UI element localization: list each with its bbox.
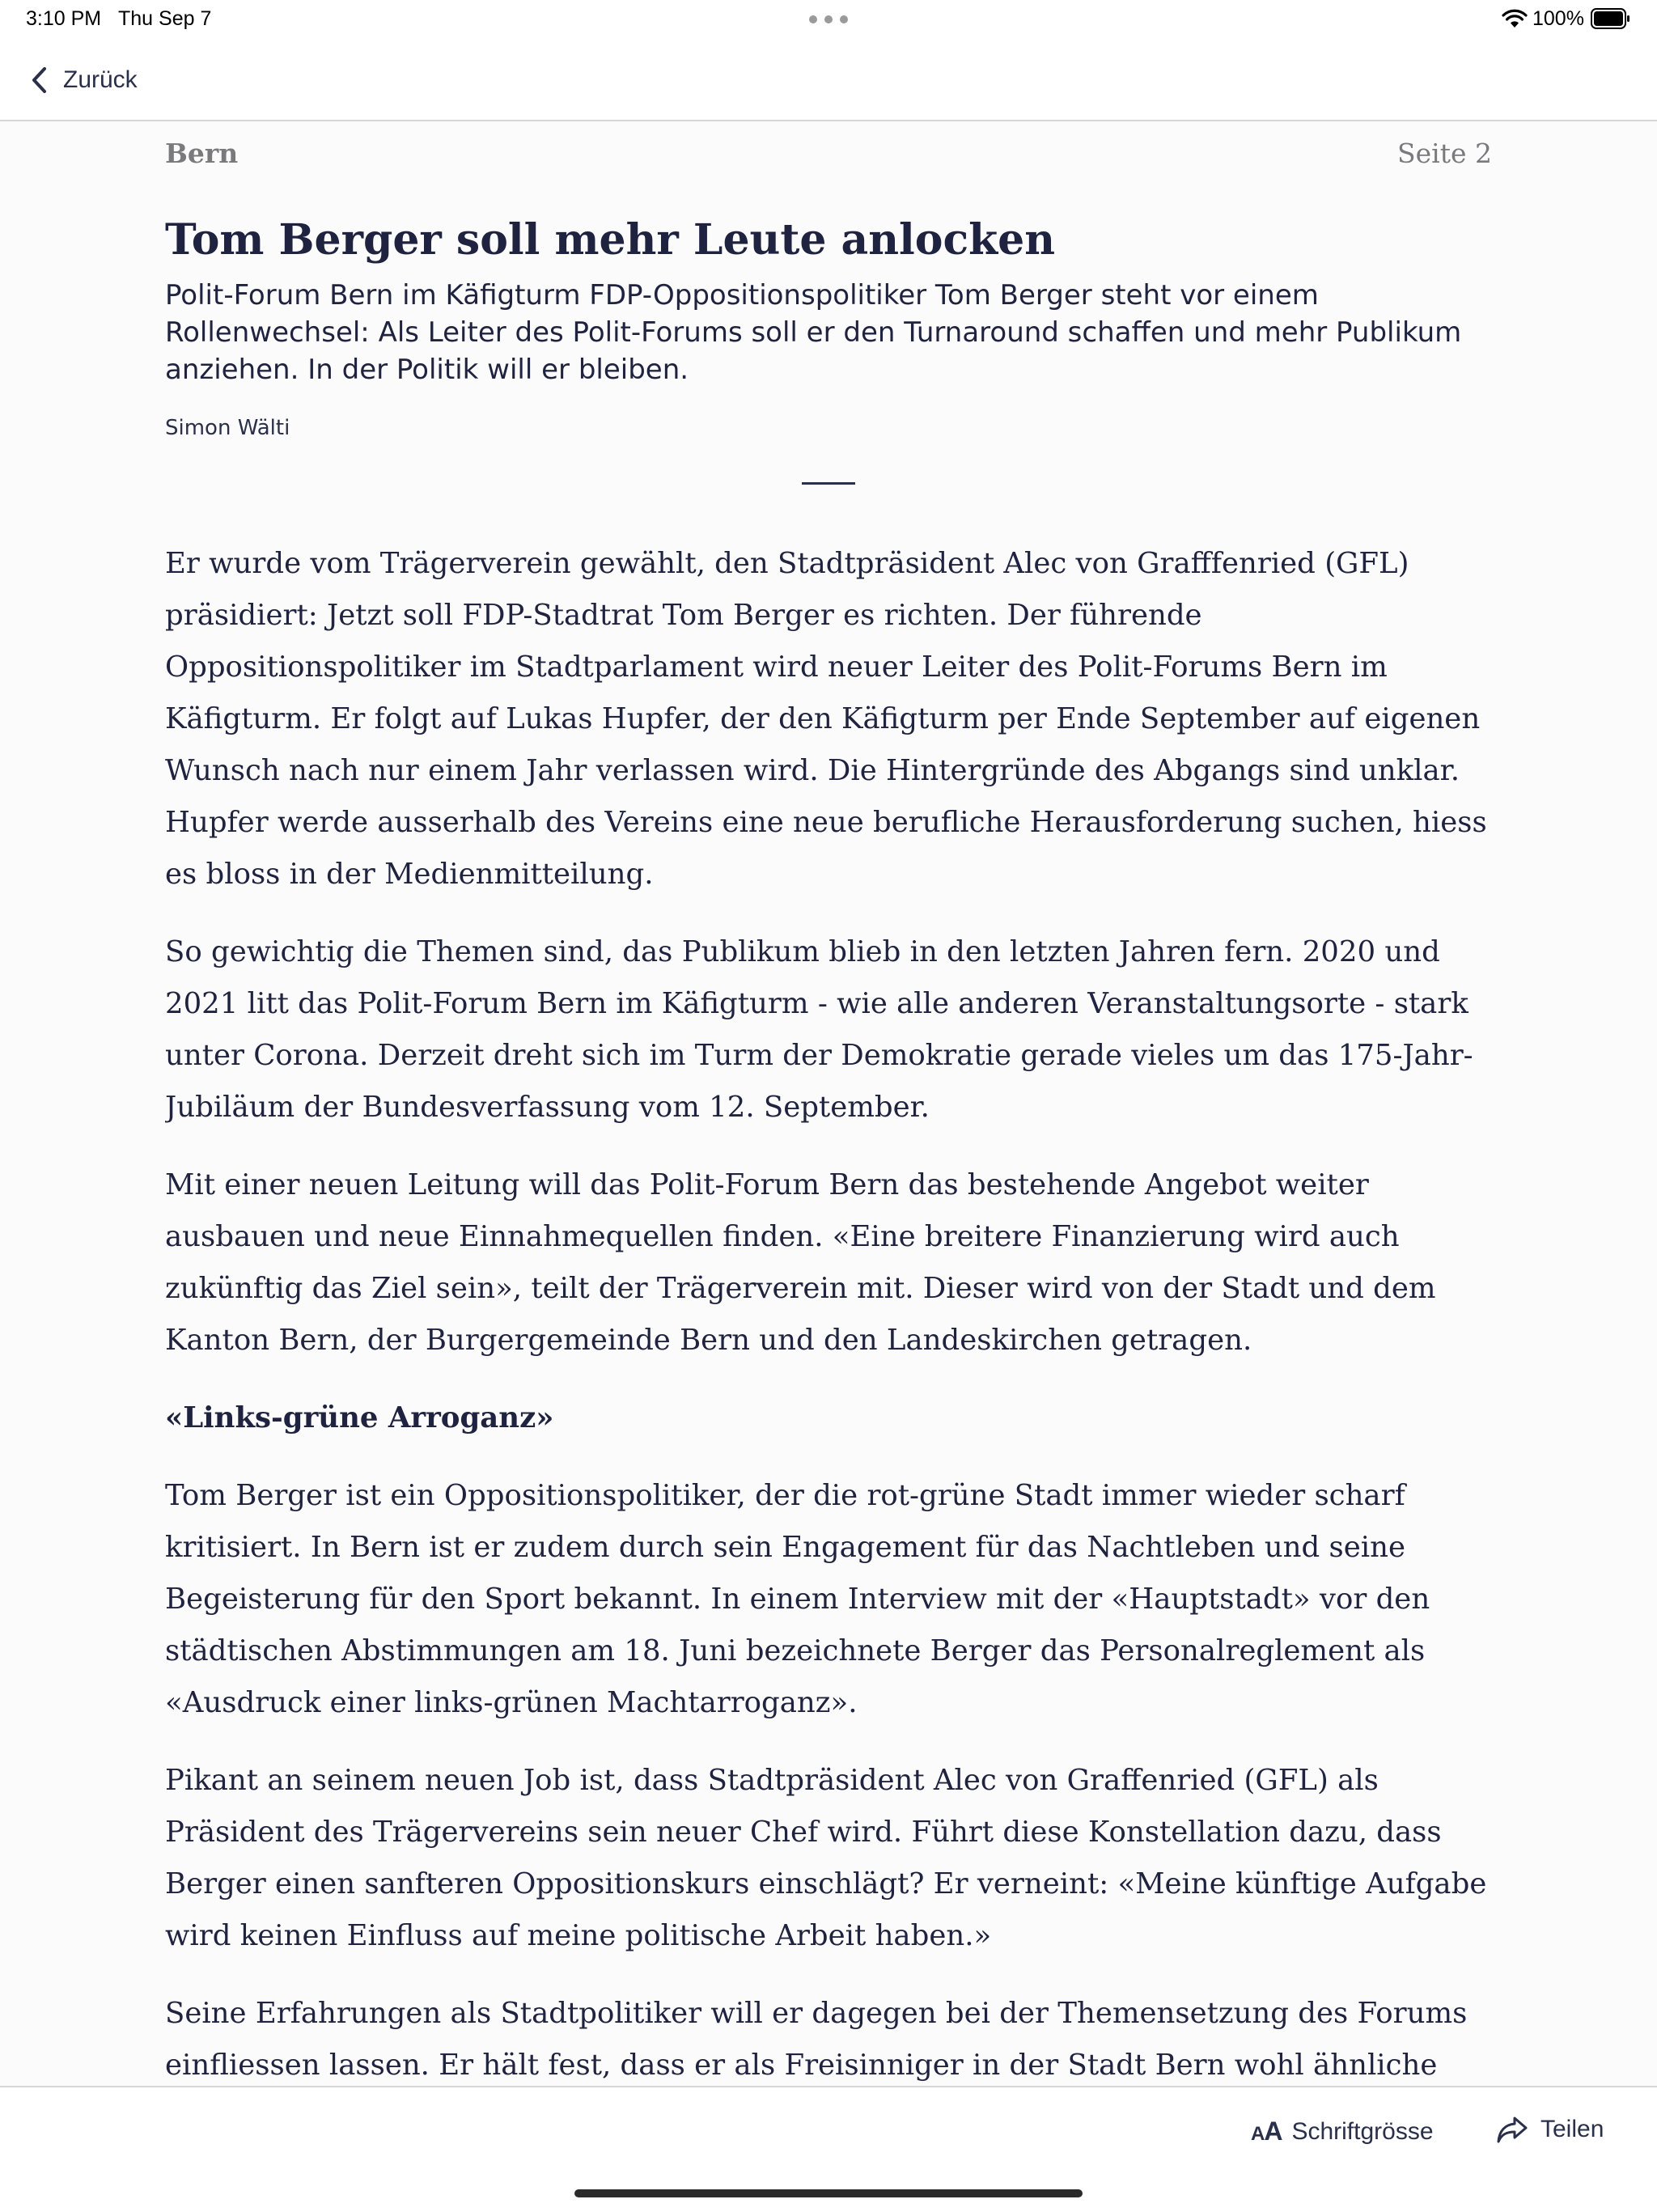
article-title: Tom Berger soll mehr Leute anlocken [165,215,1056,265]
font-size-icon-small: A [1251,2123,1265,2145]
share-icon [1495,2113,1529,2146]
article-subheading: «Links-grüne Arroganz» [165,1401,554,1434]
battery-percent: 100% [1532,7,1584,30]
article-paragraph: Er wurde vom Trägerverein gewählt, den Stadtpräsident Alec von Grafffenried (GFL) präsidiert: Jetzt soll FDP-Stadtrat Tom Berger es richten. Der führende Oppositionspolitiker im Stadtparlament wird neuer Leiter des Polit-Forums Bern im Käfigturm. Er folgt auf Lukas Hupfer, der den Käfigturm per Ende September auf eigenen Wunsch nach nur einem Jahr verlassen wird. Die Hintergründe des Abgangs sind unklar. Hupfer werde ausserhalb des Vereins eine neue berufliche Herausforderung suchen, hiess es bloss in der Medienmitteilung. [165,547,1487,891]
article-paragraph: Seine Erfahrungen als Stadtpolitiker will er dagegen bei der Themensetzung des Forums einfliessen lassen. Er hält fest, dass er als Freisinniger in der Stadt Bern wohl ähnliche [165,1997,1468,2082]
page-label: Seite 2 [1397,138,1492,169]
article-paragraph: So gewichtig die Themen sind, das Publikum blieb in den letzten Jahren fern. 2020 und 2021 litt das Polit-Forum Bern im Käfigturm - wie alle anderen Veranstaltungsorte - stark unter Corona. Derzeit dreht sich im Turm der Demokratie gerade vieles um das 175-Jahr-Jubiläum der Bundesverfassung vom 12. September. [165,935,1473,1124]
wifi-icon [1502,8,1528,29]
share-label: Teilen [1540,2116,1604,2142]
article-meta [165,121,1492,184]
article-paragraph: Mit einer neuen Leitung will das Polit-Forum Bern das bestehende Angebot weiter ausbauen und neue Einnahmequellen finden. «Eine breitere Finanzierung wird auch zukünftig das Ziel sein», teilt der Trägerverein mit. Dieser wird von der Stadt und dem Kanton Bern, der Burgergemeinde Bern und den Landeskirchen getragen. [165,1168,1436,1357]
status-time: 3:10 PM [26,7,102,30]
article-author: Simon Wälti [165,416,290,440]
home-indicator[interactable] [574,2189,1083,2197]
article[interactable] [165,121,1492,2086]
article-paragraph: Pikant an seinem neuen Job ist, dass Stadtpräsident Alec von Graffenried (GFL) als Präsident des Trägervereins sein neuer Chef wird. Führt diese Konstellation dazu, dass Berger einen sanfteren Oppositionskurs einschlägt? Er verneint: «Meine künftige Aufgabe wird keinen Einfluss auf meine politische Arbeit haben.» [165,1764,1487,1952]
font-size-icon-big: A [1264,2117,1282,2146]
chevron-left-icon [29,66,50,94]
font-size-icon [1251,2117,1282,2146]
status-date: Thu Sep 7 [118,7,212,30]
navigation-bar [0,40,1657,121]
section-label: Bern [165,138,239,169]
article-paragraph: Tom Berger ist ein Oppositionspolitiker, der die rot-grüne Stadt immer wieder scharf kritisiert. In Bern ist er zudem durch sein Engagement für das Nachtleben und seine Begeisterung für den Sport bekannt. In einem Interview mit der «Hauptstadt» vor den städtischen Abstimmungen am 18. Juni bezeichnete Berger das Personalreglement als «Ausdruck einer links-grünen Machtarroganz». [165,1479,1430,1719]
font-size-button[interactable] [1251,2117,1434,2146]
battery-icon [1591,7,1631,30]
back-button-label: Zurück [63,66,138,93]
share-button[interactable] [1495,2113,1604,2146]
article-lead: Polit-Forum Bern im Käfigturm FDP-Oppositionspolitiker Tom Berger steht vor einem Rollenwechsel: Als Leiter des Polit-Forums soll er den Turnaround schaffen und mehr Publikum anziehen. In der Politik will er bleiben. [165,279,1462,386]
back-button[interactable] [29,61,138,99]
multitasking-dots-icon[interactable] [809,5,848,34]
status-bar [0,0,1657,40]
separator [802,482,855,485]
font-size-label: Schriftgrösse [1291,2117,1434,2145]
